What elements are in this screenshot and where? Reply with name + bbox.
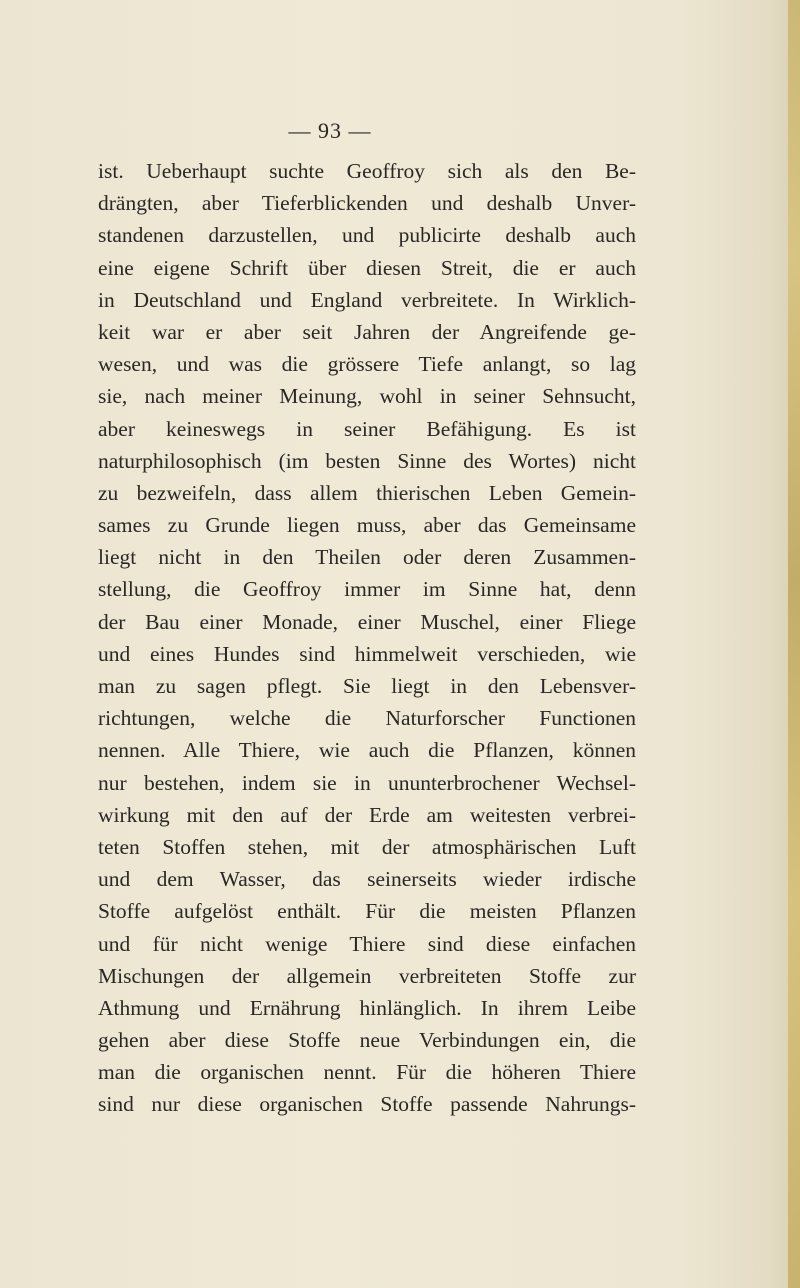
text-line: standenen darzustellen, und publicirte deshalb auch xyxy=(98,223,636,248)
text-line: aber keineswegs in seiner Befähigung. Es ist xyxy=(98,416,636,441)
text-line: Athmung und Ernährung hinlänglich. In ihrem Leibe xyxy=(98,995,636,1020)
text-line: sie, nach meiner Meinung, wohl in seiner Sehnsucht, xyxy=(98,384,636,409)
text-line: liegt nicht in den Theilen oder deren Zusammen- xyxy=(98,545,636,570)
text-line: und dem Wasser, das seinerseits wieder irdische xyxy=(98,867,636,892)
text-line: drängten, aber Tieferblickenden und deshalb Unver- xyxy=(98,191,636,216)
text-line: und eines Hundes sind himmelweit verschieden, wie xyxy=(98,641,636,666)
text-line: naturphilosophisch (im besten Sinne des Wortes) nicht xyxy=(98,448,636,473)
text-line: nennen. Alle Thiere, wie auch die Pflanzen, können xyxy=(98,738,636,763)
text-line: zu bezweifeln, dass allem thierischen Leben Gemein- xyxy=(98,480,636,505)
text-line: und für nicht wenige Thiere sind diese einfachen xyxy=(98,931,636,956)
page-edge-strip xyxy=(788,0,800,1288)
text-line: wesen, und was die grössere Tiefe anlangt, so lag xyxy=(98,352,636,377)
page-number: — 93 — xyxy=(288,118,372,143)
text-line: Mischungen der allgemein verbreiteten Stoffe zur xyxy=(98,963,636,988)
text-line: eine eigene Schrift über diesen Streit, die er auch xyxy=(98,255,636,280)
text-line: stellung, die Geoffroy immer im Sinne hat, denn xyxy=(98,577,636,602)
text-line: Stoffe aufgelöst enthält. Für die meisten Pflanzen xyxy=(98,899,636,924)
body-text xyxy=(98,155,636,1121)
text-line: der Bau einer Monade, einer Muschel, einer Fliege xyxy=(98,609,636,634)
text-line: sind nur diese organischen Stoffe passende Nahrungs- xyxy=(98,1092,636,1117)
text-line: richtungen, welche die Naturforscher Functionen xyxy=(98,706,636,731)
text-line: keit war er aber seit Jahren der Angreifende ge- xyxy=(98,319,636,344)
text-line: sames zu Grunde liegen muss, aber das Gemeinsame xyxy=(98,513,636,538)
text-line: wirkung mit den auf der Erde am weitesten verbrei- xyxy=(98,802,636,827)
text-line: nur bestehen, indem sie in ununterbrochener Wechsel- xyxy=(98,770,636,795)
text-line: man zu sagen pflegt. Sie liegt in den Lebensver- xyxy=(98,674,636,698)
text-line: teten Stoffen stehen, mit der atmosphärischen Luft xyxy=(98,834,636,859)
text-line: ist. Ueberhaupt suchte Geoffroy sich als den Be- xyxy=(98,159,636,183)
text-line: man die organischen nennt. Für die höheren Thiere xyxy=(98,1060,636,1085)
text-line: in Deutschland und England verbreitete. In Wirklich- xyxy=(98,287,636,312)
text-line: gehen aber diese Stoffe neue Verbindungen ein, die xyxy=(98,1028,636,1053)
